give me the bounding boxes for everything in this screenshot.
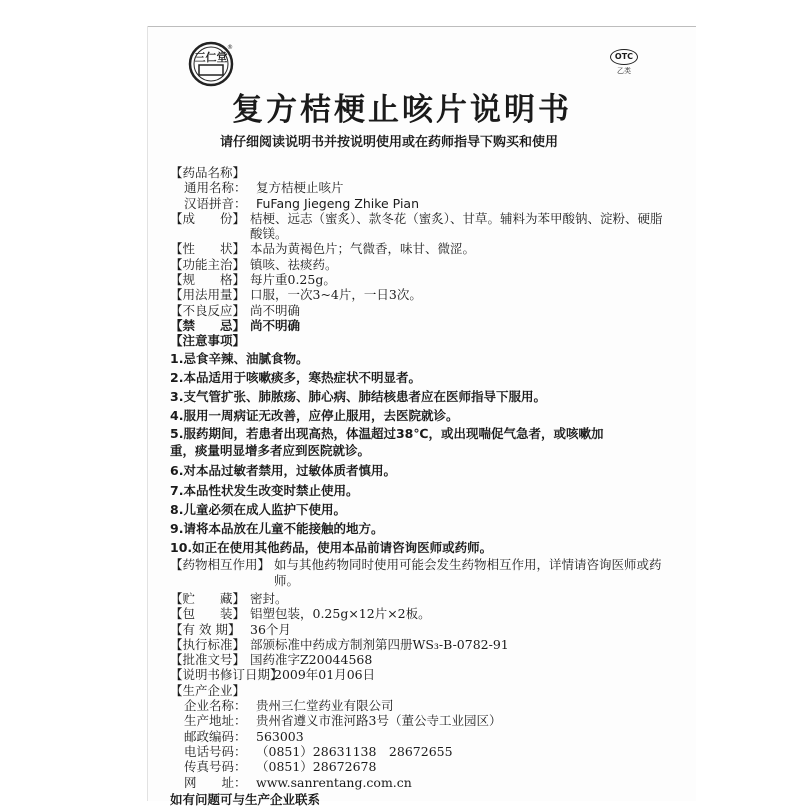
expiry-value: 36个月 — [250, 621, 291, 637]
website-value: www.sanrentang.com.cn — [256, 774, 412, 790]
pinyin-value: FuFang Jiegeng Zhike Pian — [256, 195, 420, 211]
company-name-value: 贵州三仁堂药业有限公司 — [256, 698, 394, 714]
dosage-value: 口服，一次3~4片，一日3次。 — [250, 287, 422, 303]
field-row — [170, 272, 670, 287]
otc-mark — [609, 44, 639, 76]
section-drug-name — [170, 165, 670, 180]
field-row — [170, 652, 670, 667]
approval-value: 国药准字Z20044568 — [250, 652, 373, 668]
precaution-item: 10.如正在使用其他药品，使用本品前请咨询医师或药师。 — [170, 540, 493, 556]
generic-name-label: 通用名称： — [184, 180, 247, 196]
field-row — [170, 303, 670, 318]
logo-text: 三仁堂 — [194, 51, 228, 64]
contraindications-value: 尚不明确 — [250, 317, 301, 333]
pinyin-label: 汉语拼音： — [184, 195, 247, 211]
field-row — [170, 667, 670, 682]
fax-value: （0851）28672678 — [256, 759, 377, 775]
interaction-label: 【药物相互作用】 — [170, 557, 271, 573]
adverse-label: 【不良反应】 — [170, 302, 246, 318]
address-label: 生产地址： — [184, 713, 247, 729]
generic-name-value: 复方桔梗止咳片 — [256, 180, 344, 196]
interaction-value: 如与其他药物同时使用可能会发生药物相互作用，详情请咨询医师或药师。 — [274, 557, 662, 588]
precautions-header: 【注意事项】 — [170, 333, 246, 349]
ingredients-value: 桔梗、远志（蜜炙）、款冬花（蜜炙）、甘草。辅料为苯甲酸钠、淀粉、硬脂酸镁。 — [250, 210, 663, 242]
website-label: 网 址： — [184, 774, 247, 790]
svg-text:®: ® — [227, 44, 233, 51]
document-subtitle: 请仔细阅读说明书并按说明使用或在药师指导下购买和使用 — [220, 135, 559, 150]
field-row — [170, 287, 670, 302]
dosage-label: 【用法用量】 — [170, 287, 246, 303]
contraindications-label: 【禁 忌】 — [170, 317, 246, 333]
fax-label: 传真号码： — [184, 759, 247, 775]
storage-label: 【贮 藏】 — [170, 590, 246, 606]
indications-value: 镇咳、祛痰药。 — [250, 256, 338, 272]
precaution-item: 4.服用一周病证无改善，应停止服用，去医院就诊。 — [170, 408, 459, 424]
field-row — [170, 211, 670, 242]
manufacturer-row — [170, 759, 670, 774]
postcode-value: 563003 — [256, 728, 304, 744]
field-row — [170, 318, 670, 333]
footer-row — [170, 792, 670, 807]
precaution-item: 5.服药期间，若患者出现高热，体温超过38℃，或出现喘促气急者，或咳嗽加重，痰量明显增多者应到医院就诊。 — [170, 426, 604, 459]
package-value: 铝塑包装，0.25g×12片×2板。 — [250, 606, 431, 622]
precaution-item: 8.儿童必须在成人监护下使用。 — [170, 501, 346, 517]
revision-label: 【说明书修订日期】 — [170, 667, 283, 683]
manufacturer-header: 【生产企业】 — [170, 682, 246, 698]
otc-badge: OTC — [610, 49, 638, 65]
manufacturer-row — [170, 729, 670, 744]
expiry-label: 【有 效 期】 — [170, 621, 241, 637]
drug-name-header: 【药品名称】 — [170, 165, 246, 180]
address-value: 贵州省遵义市淮河路3号（董公寺工业园区） — [256, 713, 502, 729]
storage-value: 密封。 — [250, 590, 288, 606]
interaction-row — [170, 557, 670, 588]
precaution-item: 1.忌食辛辣、油腻食物。 — [170, 350, 309, 366]
standard-label: 【执行标准】 — [170, 636, 246, 652]
precaution-item: 7.本品性状发生改变时禁止使用。 — [170, 482, 359, 498]
manufacturer-row — [170, 744, 670, 759]
manufacturer-row — [170, 698, 670, 713]
generic-name-row — [170, 180, 670, 195]
manufacturer-header-row — [170, 683, 670, 698]
manufacturer-row — [170, 775, 670, 790]
company-logo — [187, 40, 235, 88]
spec-label: 【规 格】 — [170, 272, 246, 288]
revision-value: 2009年01月06日 — [274, 667, 376, 683]
field-row — [170, 591, 670, 606]
field-row — [170, 606, 670, 621]
adverse-value: 尚不明确 — [250, 302, 301, 318]
appearance-label: 【性 状】 — [170, 241, 246, 257]
precaution-item: 9.请将本品放在儿童不能接触的地方。 — [170, 520, 384, 536]
precautions-list — [170, 349, 670, 558]
footer-note: 如有问题可与生产企业联系 — [170, 791, 321, 807]
phone-label: 电话号码： — [184, 743, 247, 759]
company-name-label: 企业名称： — [184, 698, 247, 714]
field-row — [170, 257, 670, 272]
postcode-label: 邮政编码： — [184, 728, 247, 744]
pinyin-row — [170, 196, 670, 211]
precautions-header-row — [170, 333, 670, 348]
field-row — [170, 637, 670, 652]
package-label: 【包 装】 — [170, 606, 246, 622]
spec-value: 每片重0.25g。 — [250, 272, 336, 288]
leaflet-body — [170, 165, 670, 807]
approval-label: 【批准文号】 — [170, 652, 246, 668]
precaution-item: 6.对本品过敏者禁用，过敏体质者慎用。 — [170, 463, 396, 479]
manufacturer-row — [170, 713, 670, 728]
standard-value: 部颁标准中药成方制剂第四册WS₃-B-0782-91 — [250, 636, 509, 652]
precaution-item: 2.本品适用于咳嗽痰多，寒热症状不明显者。 — [170, 369, 421, 385]
field-row — [170, 622, 670, 637]
field-row — [170, 241, 670, 256]
phone-value: （0851）28631138 28672655 — [256, 743, 453, 759]
document-title: 复方桔梗止咳片说明书 — [232, 92, 572, 128]
appearance-value: 本品为黄褐色片；气微香，味甘、微涩。 — [250, 241, 476, 257]
precaution-item: 3.支气管扩张、肺脓疡、肺心病、肺结核患者应在医师指导下服用。 — [170, 388, 546, 404]
ingredients-label: 【成 份】 — [170, 210, 246, 226]
indications-label: 【功能主治】 — [170, 256, 246, 272]
otc-class: 乙类 — [617, 67, 631, 75]
